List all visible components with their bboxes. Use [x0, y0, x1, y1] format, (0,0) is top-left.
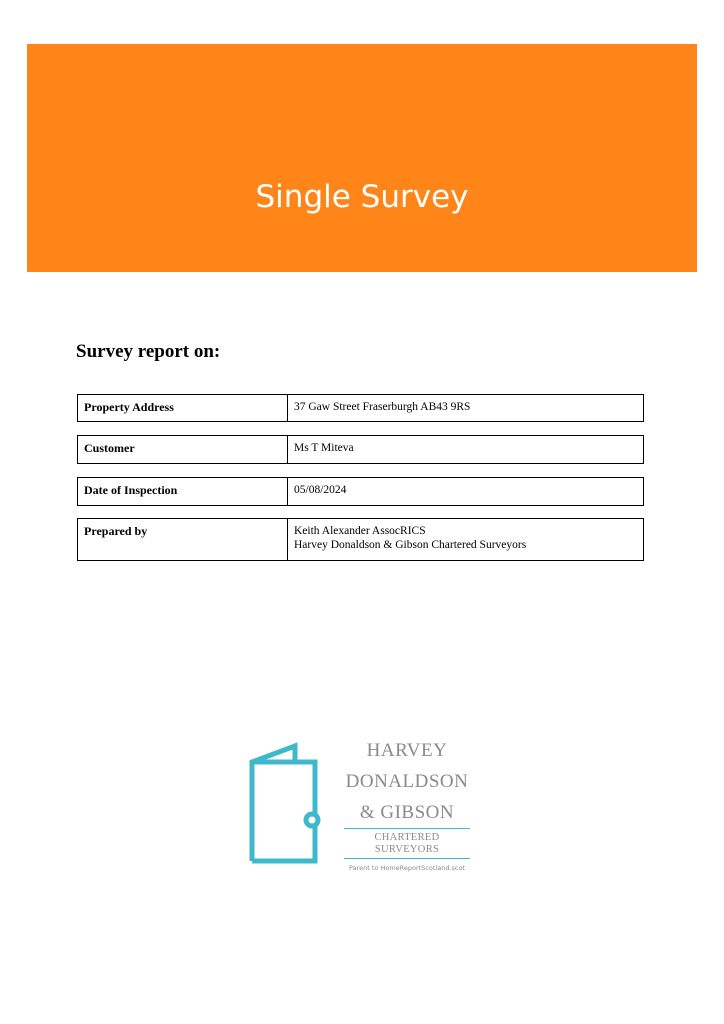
- inspection-date: 05/08/2024: [294, 484, 347, 496]
- prepared-by-row: [77, 518, 644, 561]
- property-address-value: [288, 395, 643, 421]
- title-banner: [27, 44, 697, 272]
- customer-label: Customer: [78, 436, 288, 463]
- logo-wordmark: [342, 740, 472, 872]
- property-address-line: 37 Gaw Street Fraserburgh AB43 9RS: [294, 401, 471, 413]
- report-heading: Survey report on:: [76, 341, 221, 362]
- company-logo: [246, 740, 476, 870]
- surveyor-firm: Harvey Donaldson & Gibson Chartered Surveyors: [294, 539, 527, 551]
- inspection-date-label: Date of Inspection: [78, 478, 288, 505]
- prepared-by-value: [288, 519, 643, 560]
- logo-line-gibson: & GIBSON: [359, 802, 455, 823]
- inspection-date-value: [288, 478, 643, 505]
- customer-name: Ms T Miteva: [294, 442, 354, 454]
- property-address-row: [77, 394, 644, 422]
- door-icon: [246, 740, 322, 864]
- logo-line-harvey: HARVEY: [366, 740, 448, 761]
- logo-line-donaldson: DONALDSON: [345, 771, 469, 792]
- logo-divider: [344, 828, 470, 829]
- customer-row: [77, 435, 644, 464]
- logo-subtitle: CHARTERED SURVEYORS: [374, 832, 440, 855]
- logo-divider-lower: [344, 858, 470, 859]
- surveyor-name: Keith Alexander AssocRICS: [294, 525, 426, 537]
- inspection-date-row: [77, 477, 644, 506]
- property-address-label: Property Address: [78, 395, 288, 421]
- logo-tagline: Parent to HomeReportScotland.scot: [348, 864, 466, 872]
- prepared-by-label: Prepared by: [78, 519, 288, 560]
- customer-value: [288, 436, 643, 463]
- page-title: Single Survey: [255, 179, 469, 215]
